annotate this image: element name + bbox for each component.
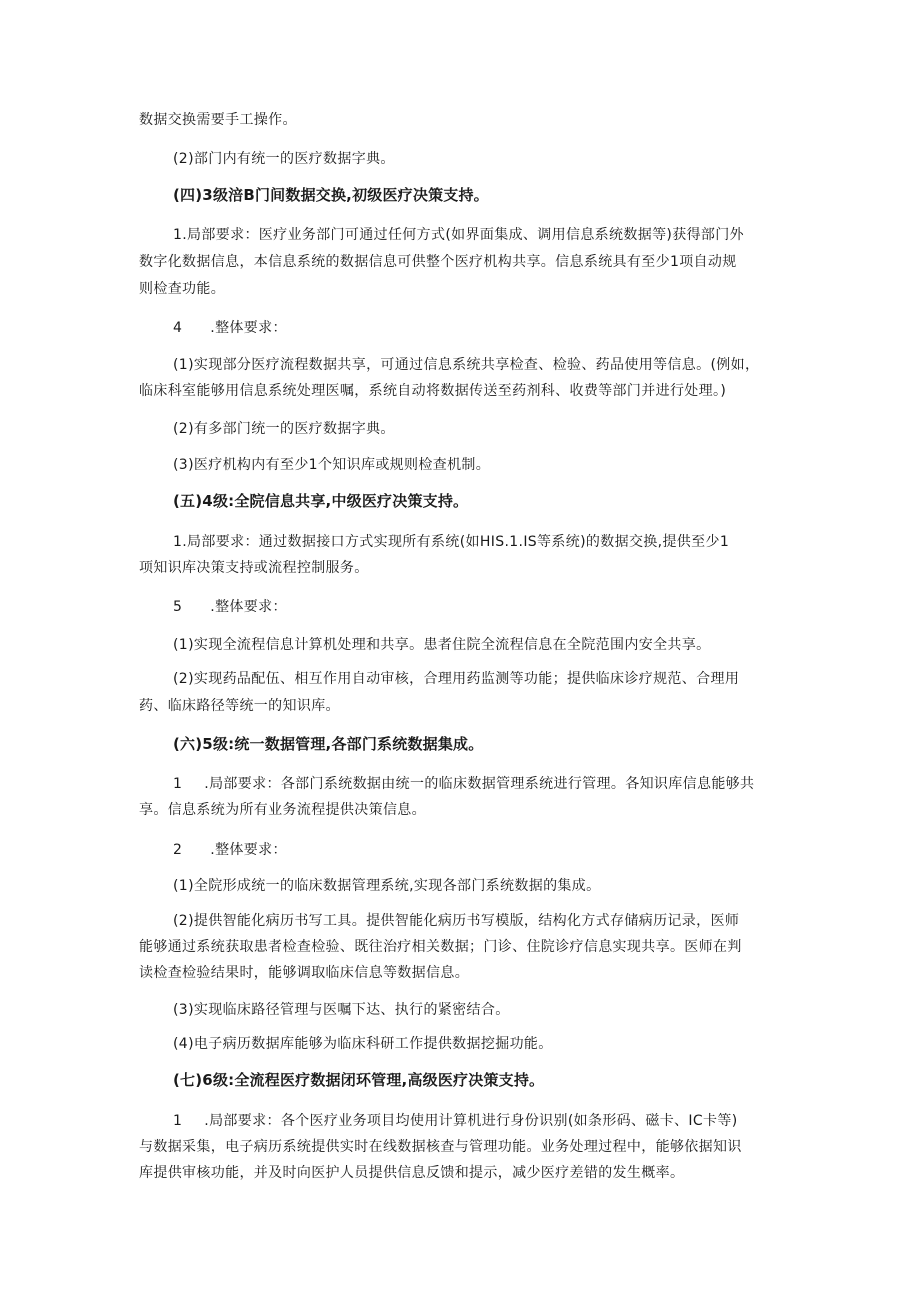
section-heading-level-5 <box>173 734 483 754</box>
text-line: 临床科室能够用信息系统处理医嘱，系统自动将数据传送至药剂科、收费等部门并进行处理。) <box>139 383 727 399</box>
level-4-item-2-line-1 <box>173 669 739 689</box>
text-line: (2)实现药品配伍、相互作用自动审核，合理用药监测等功能；提供临床诊疗规范、合理用 <box>173 671 740 687</box>
text-line: (4)电子病历数据库能够为临床科研工作提供数据挖掘功能。 <box>173 1036 553 1052</box>
level-4-local-requirement-line-1 <box>173 532 729 552</box>
text-line: (1)全院形成统一的临床数据管理系统,实现各部门系统数据的集成。 <box>173 878 601 894</box>
text-line: 与数据采集，电子病历系统提供实时在线数据核查与管理功能。业务处理过程中，能够依据知识 <box>139 1139 742 1155</box>
level-6-local-requirement-line-3 <box>139 1163 684 1183</box>
text-line: 能够通过系统获取患者检查检验、既往治疗相关数据；门诊、住院诊疗信息实现共享。医师在判 <box>139 939 742 955</box>
level-3-local-requirement-line-3 <box>139 279 225 299</box>
text-line: (2)有多部门统一的医疗数据字典。 <box>173 421 395 437</box>
text-line: 1.局部要求：通过数据接口方式实现所有系统(如HIS.1.IS等系统)的数据交换,提供至少1 <box>173 534 730 550</box>
level-6-local-requirement-line-2 <box>139 1137 742 1157</box>
text-line: .整体要求： <box>210 842 287 858</box>
text-line: (3)实现临床路径管理与医嘱下达、执行的紧密结合。 <box>173 1002 510 1018</box>
level-3-item-3 <box>173 455 490 475</box>
section-heading-level-4 <box>173 491 468 511</box>
text-line: 药、临床路径等统一的知识库。 <box>139 698 340 714</box>
text-line: (1)实现全流程信息计算机处理和共享。患者住院全流程信息在全院范围内安全共享。 <box>173 637 711 653</box>
text-line: (3)医疗机构内有至少1个知识库或规则检查机制。 <box>173 457 491 473</box>
level-3-item-2 <box>173 419 395 439</box>
text-line: 则检查功能。 <box>139 281 226 297</box>
section-heading-level-6 <box>173 1070 544 1090</box>
text-line: 读检查检验结果时，能够调取临床信息等数据信息。 <box>139 965 470 981</box>
heading-text: (五)4级:全院信息共享,中级医疗决策支持。 <box>173 492 469 510</box>
heading-text: (六)5级:统一数据管理,各部门系统数据集成。 <box>173 735 484 753</box>
heading-text: (七)6级:全流程医疗数据闭环管理,高级医疗决策支持。 <box>173 1071 545 1089</box>
text-line: 库提供审核功能，并及时向医护人员提供信息反馈和提示，减少医疗差错的发生概率。 <box>139 1165 685 1181</box>
text-line: 数字化数据信息，本信息系统的数据信息可供整个医疗机构共享。信息系统具有至少1项自动规 <box>139 254 737 270</box>
heading-text: (四)3级涪B门间数据交换,初级医疗决策支持。 <box>173 186 489 204</box>
level-5-overall-requirement <box>173 840 287 860</box>
text-line: 享。信息系统为所有业务流程提供决策信息。 <box>139 802 426 818</box>
level-5-item-2-line-2 <box>139 937 742 957</box>
text-line: (2)提供智能化病历书写工具。提供智能化病历书写模版，结构化方式存储病历记录，医师 <box>173 913 740 929</box>
item-dept-dictionary <box>173 149 395 169</box>
text-line: (2)部门内有统一的医疗数据字典。 <box>173 151 395 167</box>
text-line: 数据交换需要手工操作。 <box>139 112 297 128</box>
level-4-overall-requirement <box>173 597 287 617</box>
level-5-local-requirement-line-1 <box>173 774 754 794</box>
text-line: 项知识库决策支持或流程控制服务。 <box>139 560 369 576</box>
level-5-item-3 <box>173 1000 510 1020</box>
level-4-item-2-line-2 <box>139 696 340 716</box>
level-3-local-requirement-line-2 <box>139 252 737 272</box>
level-4-item-1 <box>173 635 710 655</box>
level-5-item-4 <box>173 1034 553 1054</box>
level-3-item-1-line-2 <box>139 381 726 401</box>
text-line: .整体要求： <box>210 320 287 336</box>
level-5-item-1 <box>173 876 600 896</box>
level-5-local-requirement-line-2 <box>139 800 426 820</box>
level-4-local-requirement-line-2 <box>139 558 369 578</box>
section-heading-level-3 <box>173 185 489 205</box>
text-line: (1)实现部分医疗流程数据共享，可通过信息系统共享检查、检验、药品使用等信息。(例如， <box>173 357 760 373</box>
list-number: 5 <box>173 599 183 615</box>
level-3-overall-requirement <box>173 318 287 338</box>
list-number: 2 <box>173 842 183 858</box>
list-number: 4 <box>173 320 183 336</box>
paragraph-continuation-data-exchange <box>139 110 297 130</box>
text-line: .局部要求：各部门系统数据由统一的临床数据管理系统进行管理。各知识库信息能够共 <box>204 776 755 792</box>
level-3-local-requirement-line-1 <box>173 225 744 245</box>
list-number: 1 <box>173 776 183 792</box>
text-line: .整体要求： <box>210 599 287 615</box>
text-line: 1.局部要求：医疗业务部门可通过任何方式(如界面集成、调用信息系统数据等)获得部门外 <box>173 227 744 243</box>
list-number: 1 <box>173 1113 183 1129</box>
level-5-item-2-line-3 <box>139 963 469 983</box>
level-5-item-2-line-1 <box>173 911 739 931</box>
level-3-item-1-line-1 <box>173 355 759 375</box>
text-line: .局部要求：各个医疗业务项目均使用计算机进行身份识别(如条形码、磁卡、IC卡等) <box>204 1113 738 1129</box>
level-6-local-requirement-line-1 <box>173 1111 738 1131</box>
